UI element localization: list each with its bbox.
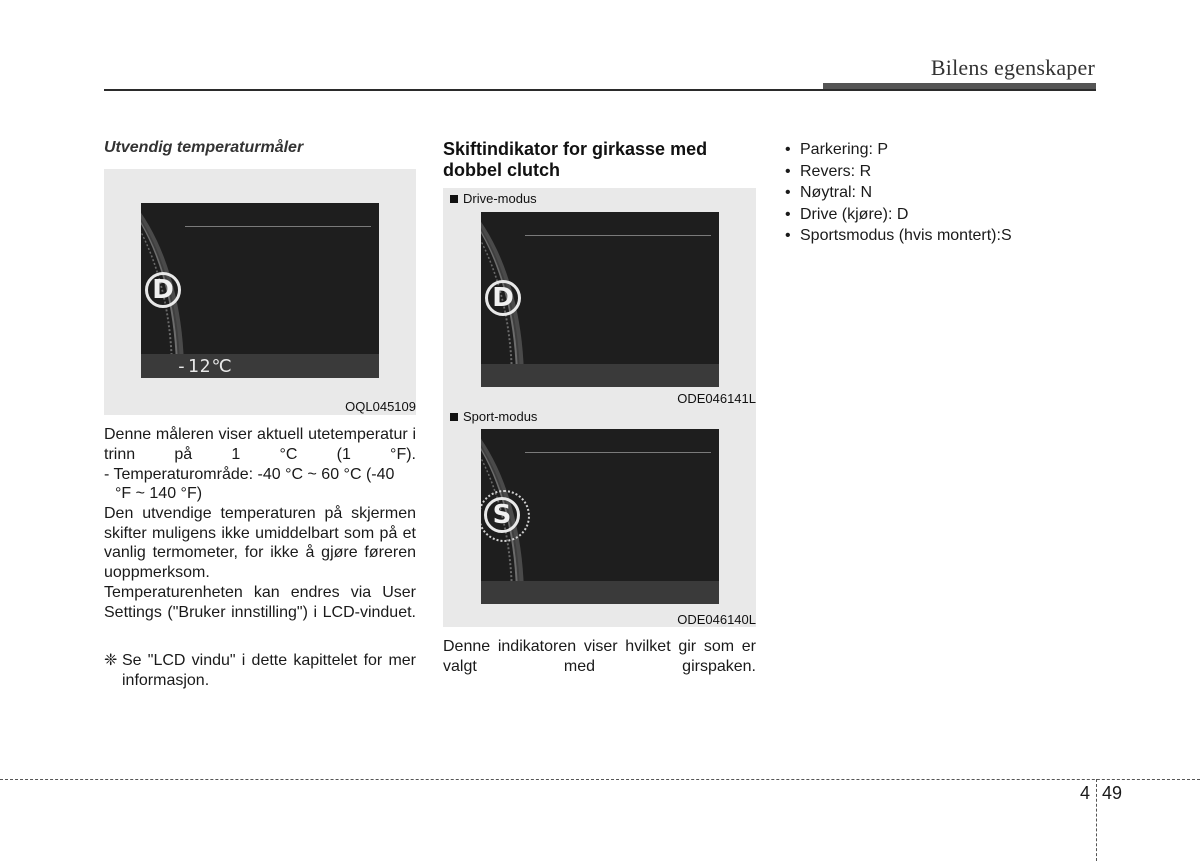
temp-range-line1: - Temperaturområde: -40 °C ~ 60 °C (-40	[104, 466, 395, 483]
heading-shift-indicator: Skiftindikator for girkasse med dobbel clutch	[443, 139, 708, 180]
note-symbol: ❈	[104, 652, 118, 669]
lcd-display-sport	[481, 429, 719, 604]
lcd-display-drive	[481, 212, 719, 387]
list-item: • Parkering: P	[785, 139, 1012, 161]
drive-mode-label: Drive-modus	[450, 191, 537, 206]
chapter-number: 4	[1080, 783, 1091, 803]
lcd-display	[141, 203, 379, 378]
figure-outside-temp	[104, 169, 416, 415]
footer-divider	[0, 779, 1200, 780]
lcd-divider	[525, 235, 711, 236]
gear-indicator-d: D	[145, 272, 181, 308]
subheading-outside-temp: Utvendig temperaturmåler	[104, 139, 304, 156]
note-see-lcd: Se "LCD vindu" i dette kapittelet for mer informasjon.	[122, 652, 416, 689]
paragraph-indicator-info: Denne indikatoren viser hvilket gir som er valgt med girspaken.	[443, 638, 756, 675]
lcd-divider	[525, 452, 711, 453]
section-title: Bilens egenskaper	[930, 55, 1095, 80]
sport-mode-label: Sport-modus	[450, 409, 537, 424]
header-rule	[104, 89, 1096, 91]
figure-sport-mode	[443, 407, 756, 627]
figure-code: ODE046140L	[677, 612, 756, 627]
gear-indicator-s: S	[484, 497, 520, 533]
figure-code: ODE046141L	[677, 391, 756, 406]
list-item: • Drive (kjøre): D	[785, 204, 1012, 226]
temperature-readout: -12℃	[176, 356, 233, 377]
paragraph-temp-unit: Temperaturenheten kan endres via User Settings ("Bruker innstilling") i LCD-vinduet.	[104, 584, 416, 621]
gear-indicator-d: D	[485, 280, 521, 316]
square-bullet-icon	[450, 413, 458, 421]
lcd-bottom-bar	[481, 364, 719, 387]
lcd-divider	[185, 226, 371, 227]
list-item: • Revers: R	[785, 161, 1012, 183]
gear-positions-list	[785, 139, 1012, 247]
figure-drive-mode	[443, 188, 756, 408]
lcd-bottom-bar	[481, 581, 719, 604]
paragraph-temp-info: Denne måleren viser aktuell utetemperatur i trinn på 1 °C (1 °F).	[104, 426, 416, 463]
page-number: 49	[1102, 783, 1123, 803]
list-item: • Nøytral: N	[785, 182, 1012, 204]
temp-range-line2: °F ~ 140 °F)	[115, 485, 203, 502]
footer-page-divider	[1096, 779, 1097, 861]
square-bullet-icon	[450, 195, 458, 203]
list-item: • Sportsmodus (hvis montert):S	[785, 225, 1012, 247]
paragraph-temp-delay: Den utvendige temperaturen på skjermen skifter muligens ikke umiddelbart som på et vanlig termometer, for ikke å gjøre føreren uoppmerksom.	[104, 505, 416, 581]
figure-code: OQL045109	[345, 399, 416, 414]
